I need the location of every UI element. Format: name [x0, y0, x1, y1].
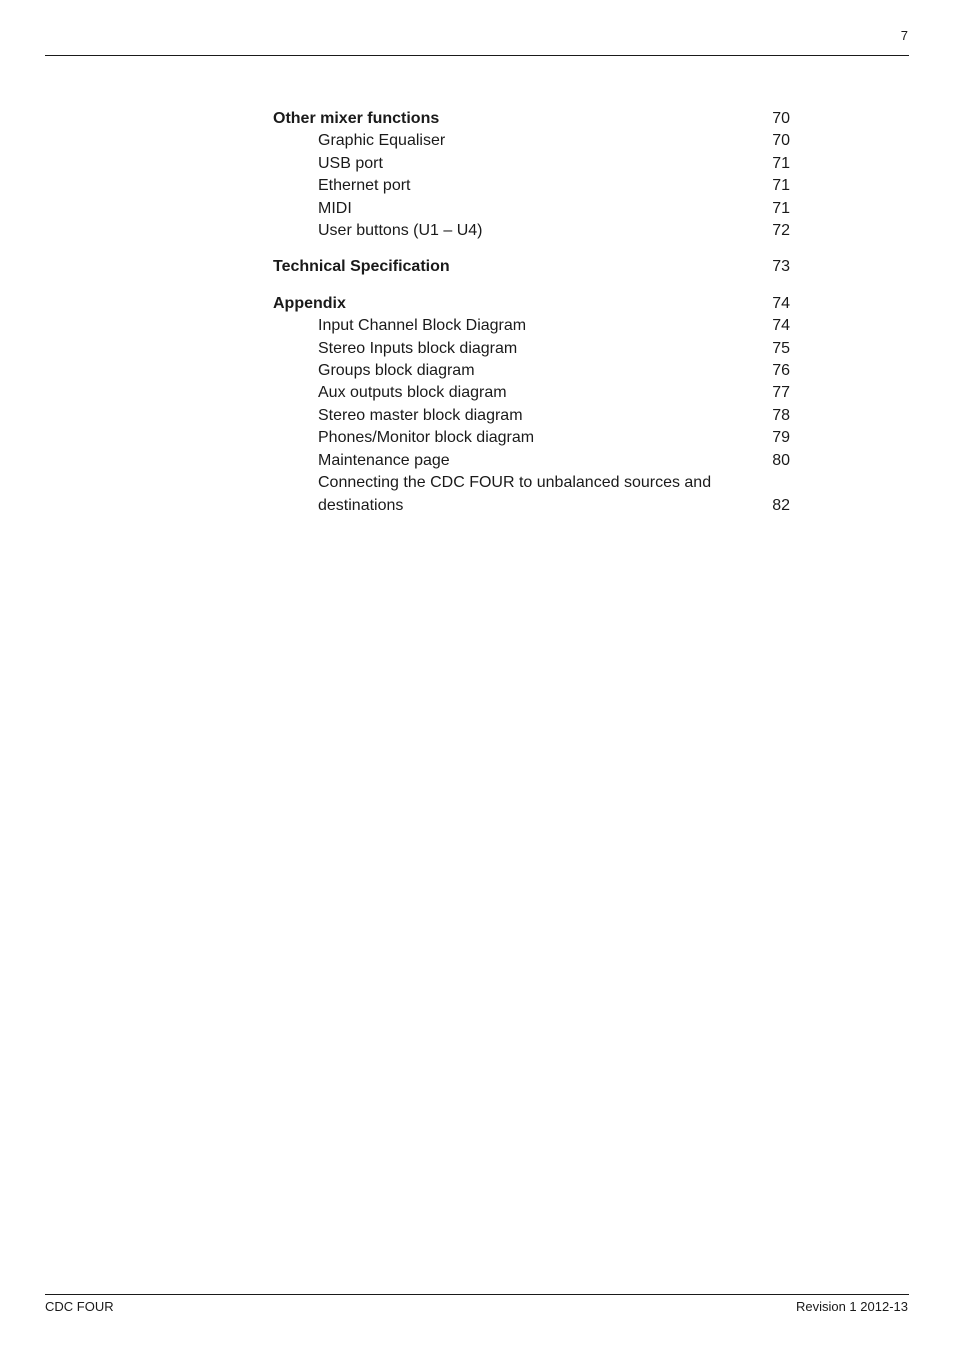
toc-entry[interactable] — [273, 220, 790, 242]
footer-divider — [45, 1294, 909, 1295]
toc-entry[interactable] — [273, 382, 790, 404]
toc-entry-label: Ethernet port — [318, 177, 411, 195]
toc-page-number: 80 — [772, 451, 790, 469]
toc-entry-label: User buttons (U1 – U4) — [318, 222, 483, 240]
toc-entry[interactable] — [273, 175, 790, 197]
toc-entry[interactable] — [273, 405, 790, 427]
toc-page-number: 82 — [772, 496, 790, 514]
toc-entry[interactable] — [273, 198, 790, 220]
toc-entry[interactable] — [273, 360, 790, 382]
toc-entry[interactable] — [273, 130, 790, 152]
toc-entry-label: Phones/Monitor block diagram — [318, 429, 535, 447]
toc-entry-label: Graphic Equaliser — [318, 132, 446, 150]
toc-entry-label: MIDI — [318, 199, 352, 217]
toc-page-number: 70 — [772, 132, 790, 150]
toc-section-technical-specification — [273, 256, 790, 278]
toc-entry[interactable] — [273, 472, 790, 517]
toc-section-appendix — [273, 293, 790, 517]
footer-product-name: CDC FOUR — [45, 1299, 114, 1314]
toc-entry[interactable] — [273, 450, 790, 472]
toc-entry[interactable] — [273, 153, 790, 175]
table-of-contents — [273, 108, 790, 531]
toc-page-number: 79 — [772, 429, 790, 447]
footer-revision: Revision 1 2012-13 — [795, 1299, 908, 1314]
toc-page-number: 71 — [772, 177, 790, 195]
toc-entry-label: Stereo master block diagram — [318, 406, 523, 424]
toc-page-number: 78 — [772, 406, 790, 424]
toc-page-number: 73 — [772, 258, 790, 276]
toc-page-number: 71 — [772, 154, 790, 172]
toc-entry-label: Aux outputs block diagram — [318, 384, 507, 402]
toc-page-number: 76 — [772, 362, 790, 380]
toc-page-number: 74 — [772, 294, 790, 312]
toc-heading-label: Appendix — [273, 294, 346, 312]
toc-entry-label: Stereo Inputs block diagram — [318, 339, 518, 357]
toc-page-number: 70 — [772, 110, 790, 127]
header-divider — [45, 55, 909, 56]
toc-heading-label: Other mixer functions — [273, 110, 440, 127]
toc-page-number: 72 — [772, 222, 790, 240]
toc-entry[interactable] — [273, 338, 790, 360]
page-number: 7 — [900, 28, 908, 43]
toc-entry-label: Connecting the CDC FOUR to unbalanced sources and destinations — [318, 474, 712, 514]
toc-heading[interactable] — [273, 293, 790, 315]
toc-page-number: 71 — [772, 199, 790, 217]
toc-heading-label: Technical Specification — [273, 258, 450, 276]
toc-heading[interactable] — [273, 256, 790, 278]
toc-section-other-mixer-functions — [273, 108, 790, 242]
toc-entry[interactable] — [273, 427, 790, 449]
toc-heading[interactable] — [273, 108, 790, 130]
toc-page-number: 77 — [772, 384, 790, 402]
toc-entry-label: Input Channel Block Diagram — [318, 317, 527, 335]
toc-page-number: 74 — [772, 317, 790, 335]
toc-entry[interactable] — [273, 315, 790, 337]
toc-entry-label: Groups block diagram — [318, 362, 475, 380]
toc-entry-label: USB port — [318, 154, 383, 172]
toc-page-number: 75 — [772, 339, 790, 357]
toc-entry-label: Maintenance page — [318, 451, 450, 469]
